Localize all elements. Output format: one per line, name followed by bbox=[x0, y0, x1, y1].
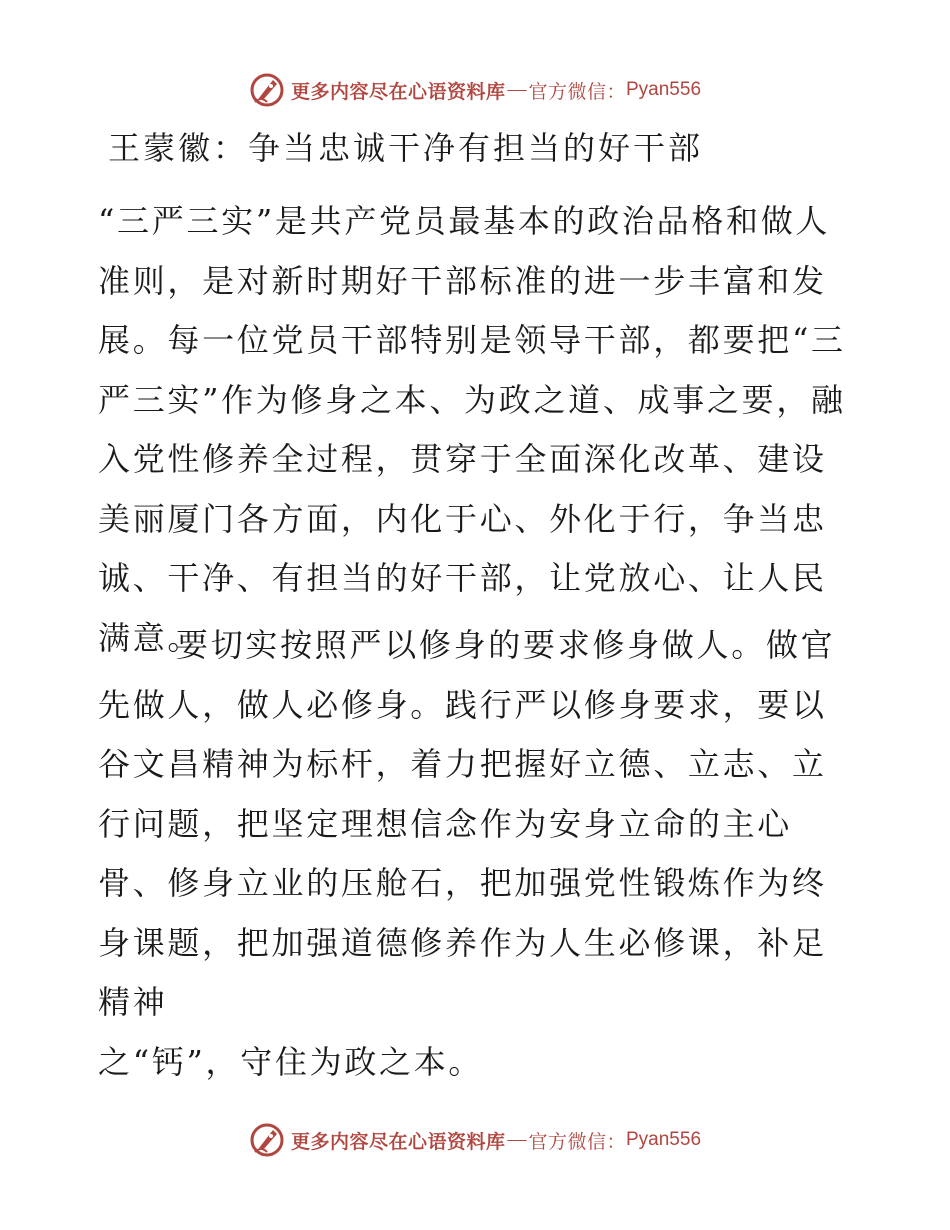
watermark-wechat-label: 官方微信： bbox=[528, 1131, 626, 1153]
watermark-separator: — bbox=[507, 79, 527, 100]
paragraph-2-main: 要切实按照严以修身的要求修身做人。做官先做人，做人必修身。践行严以修身要求，要以谷文昌精神为标杆，着力把握好立德、立志、立行问题，把坚定理想信念作为安身立命的主心骨、修身立业的压舱石，把加强党性锻炼作为终身课题，把加强道德修养作为人生必修课，补足精神 bbox=[98, 626, 836, 1021]
pen-nib-logo-icon bbox=[249, 1122, 285, 1158]
watermark-main-text: 更多内容尽在心语资料库 bbox=[290, 81, 506, 103]
document-title: 王蒙徽：争当忠诚干净有担当的好干部 bbox=[108, 129, 704, 167]
header-watermark bbox=[0, 70, 950, 110]
watermark-wechat-id: Pyan556 bbox=[626, 1129, 702, 1150]
watermark-wechat-id: Pyan556 bbox=[626, 79, 702, 100]
watermark-main-text: 更多内容尽在心语资料库 bbox=[290, 1131, 506, 1153]
pen-nib-logo-icon bbox=[249, 72, 285, 108]
paragraph-1: “三严三实”是共产党员最基本的政治品格和做人准则，是对新时期好干部标准的进一步丰富和发展。每一位党员干部特别是领导干部，都要把“三严三实”作为修身之本、为政之道、成事之要，融入党性修养全过程，贯穿于全面深化改革、建设美丽厦门各方面，内化于心、外化于行，争当忠诚、干净、有担当的好干部，让党放心、让人民满意。 bbox=[98, 202, 846, 657]
paragraph-2 bbox=[98, 616, 858, 1092]
watermark-wechat-label: 官方微信： bbox=[528, 81, 626, 103]
paragraph-2-tail: 之“钙”，守住为政之本。 bbox=[98, 1042, 484, 1081]
watermark-separator: — bbox=[507, 1129, 527, 1150]
footer-watermark bbox=[0, 1120, 950, 1160]
